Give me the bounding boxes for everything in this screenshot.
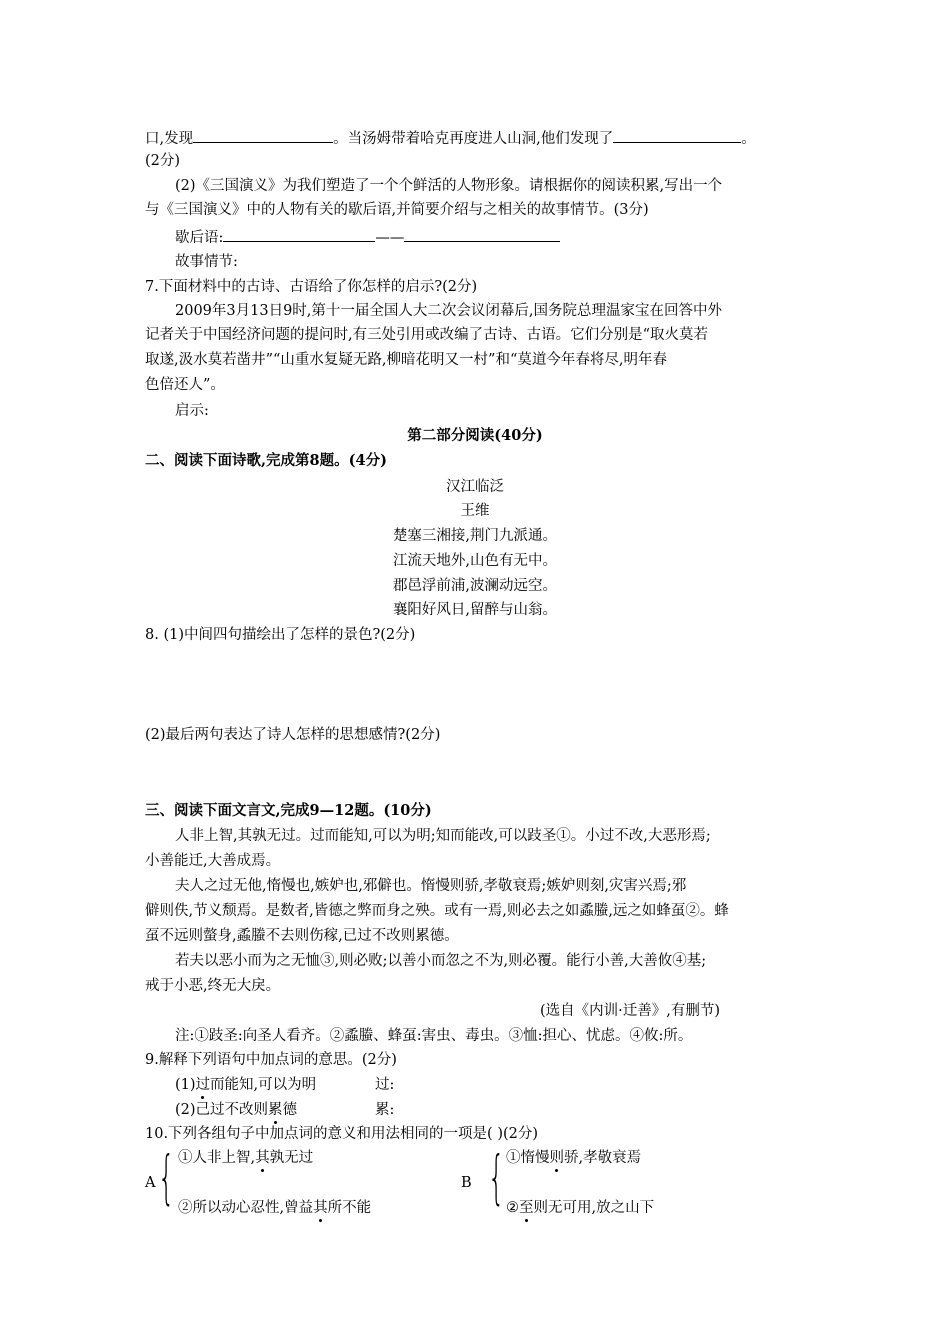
text-segment: 所不能 bbox=[327, 1200, 372, 1216]
text-segment: (2)己过不改则 bbox=[175, 1102, 269, 1118]
q7-hint-label: 启示: bbox=[175, 403, 209, 419]
text-segment: 德 bbox=[282, 1102, 298, 1118]
dotted-word: 至 bbox=[519, 1200, 534, 1216]
poem-line: 江流天地外,山色有无中。 bbox=[392, 553, 558, 569]
poem-line: 楚塞三湘接,荆门九派通。 bbox=[392, 528, 558, 544]
q9-item-1 bbox=[175, 1075, 316, 1095]
dotted-word: 其 bbox=[255, 1150, 270, 1166]
brace-icon: { bbox=[158, 1143, 175, 1211]
text-segment: 口,发现 bbox=[145, 131, 194, 147]
text-segment: ①人非上智, bbox=[178, 1150, 256, 1166]
classical-text-line: 人非上智,其孰无过。过而能知,可以为明;知而能改,可以跂圣①。小过不改,大恶形焉; bbox=[175, 828, 711, 844]
q6-1-line bbox=[145, 128, 756, 149]
text-segment: ② bbox=[506, 1200, 519, 1216]
classical-text-line: 若夫以恶小而为之无恤③,则必败;以善小而忽之不为,则必覆。能行小善,大善攸④基; bbox=[175, 953, 707, 969]
section2-title: 二、阅读下面诗歌,完成第8题。(4分) bbox=[145, 452, 387, 469]
q7-title: 7.下面材料中的古诗、古语给了你怎样的启示?(2分) bbox=[145, 279, 478, 295]
q8-part2: (2)最后两句表达了诗人怎样的思想感情?(2分) bbox=[145, 727, 441, 743]
q10-title: 10.下列各组句子中加点词的意义和用法相同的一项是( )(2分) bbox=[145, 1126, 539, 1142]
text-segment: ①惰慢 bbox=[506, 1150, 550, 1166]
option-a-sentence-1 bbox=[178, 1148, 313, 1168]
option-a-label[interactable]: A bbox=[145, 1175, 156, 1191]
q9-answer-label-2: 累: bbox=[375, 1102, 395, 1118]
poem-author: 王维 bbox=[460, 503, 490, 519]
q6-2-line1: (2)《三国演义》为我们塑造了一个个鲜活的人物形象。请根据你的阅读积累,写出一个 bbox=[175, 178, 723, 194]
text-segment: 。当汤姆带着哈克再度进人山洞,他们发现了 bbox=[333, 131, 614, 147]
classical-text-line: 僻则佚,节义颓焉。是数者,皆德之弊而身之殃。或有一焉,则必去之如蟊螣,远之如蜂虿②。蜂 bbox=[145, 903, 729, 919]
text-segment: (1) bbox=[175, 1077, 196, 1093]
poem-title: 汉江临泛 bbox=[446, 479, 504, 495]
classical-text-line: 戒于小恶,终无大戾。 bbox=[145, 978, 281, 994]
poem-line: 郡邑浮前浦,波澜动远空。 bbox=[392, 578, 558, 594]
q7-para-line: 色倍还人”。 bbox=[145, 377, 225, 393]
dotted-word: 则 bbox=[549, 1150, 564, 1166]
classical-text-line: 夫人之过无他,惰慢也,嫉妒也,邪僻也。惰慢则骄,孝敬衰焉;嫉妒则刻,灾害兴焉;邪 bbox=[175, 878, 687, 894]
answer-blank[interactable] bbox=[613, 128, 741, 143]
answer-blank[interactable] bbox=[193, 128, 333, 143]
xiehouyu-line bbox=[175, 227, 560, 248]
text-segment: 骄,孝敬衰焉 bbox=[564, 1150, 642, 1166]
option-a-sentence-2 bbox=[178, 1198, 371, 1218]
story-label: 故事情节: bbox=[175, 254, 238, 270]
q7-para-line: 取遂,汲水莫若凿井”“山重水复疑无路,柳暗花明又一村”和“莫道今年春将尽,明年春 bbox=[145, 352, 667, 368]
annotations: 注:①跂圣:向圣人看齐。②蟊螣、蜂虿:害虫、毒虫。③恤:担心、忧虑。④攸:所。 bbox=[175, 1028, 693, 1044]
q9-item-2 bbox=[175, 1100, 297, 1120]
dotted-word: 其 bbox=[313, 1200, 328, 1216]
part2-heading: 第二部分阅读(40分) bbox=[407, 427, 543, 444]
text-segment: 孰无过 bbox=[269, 1150, 314, 1166]
q9-answer-label-1: 过: bbox=[375, 1077, 395, 1093]
q6-2-line2: 与《三国演义》中的人物有关的歇后语,并简要介绍与之相关的故事情节。(3分) bbox=[145, 202, 649, 218]
q8-part1: 8. (1)中间四句描绘出了怎样的景色?(2分) bbox=[145, 627, 416, 643]
q9-title: 9.解释下列语句中加点词的意思。(2分) bbox=[145, 1052, 397, 1068]
q7-para-line: 记者关于中国经济问题的提问时,有三处引用或改编了古诗、古语。它们分别是“取火莫若 bbox=[145, 327, 709, 343]
q7-para-line: 2009年3月13日9时,第十一届全国人大二次会议闭幕后,国务院总理温家宝在回答中外 bbox=[175, 303, 723, 319]
dotted-word: 过 bbox=[195, 1077, 211, 1093]
q6-1-score: (2分) bbox=[145, 153, 181, 169]
option-b-sentence-2 bbox=[506, 1198, 654, 1218]
poem-line: 襄阳好风日,留醉与山翁。 bbox=[392, 602, 558, 618]
text-segment: ②所以动心忍性,曾益 bbox=[178, 1200, 314, 1216]
text-segment: 而能知,可以为明 bbox=[210, 1077, 317, 1093]
option-b-label[interactable]: B bbox=[461, 1175, 472, 1191]
classical-text-line: 小善能迁,大善成焉。 bbox=[145, 853, 281, 869]
dash: —— bbox=[375, 230, 405, 246]
answer-blank[interactable] bbox=[404, 227, 560, 242]
section3-title: 三、阅读下面文言文,完成9—12题。(10分) bbox=[145, 802, 432, 819]
text-source: (选自《内训·迁善》,有删节) bbox=[540, 1003, 721, 1019]
dotted-word: 累 bbox=[268, 1102, 283, 1118]
xiehouyu-label: 歇后语: bbox=[175, 230, 224, 246]
brace-icon: { bbox=[488, 1143, 505, 1211]
text-segment: 。 bbox=[741, 131, 756, 147]
option-b-sentence-1 bbox=[506, 1148, 641, 1168]
classical-text-line: 虿不远则螫身,蟊螣不去则伤稼,已过不改则累德。 bbox=[145, 928, 459, 944]
text-segment: 则无可用,放之山下 bbox=[533, 1200, 655, 1216]
answer-blank[interactable] bbox=[223, 227, 375, 242]
